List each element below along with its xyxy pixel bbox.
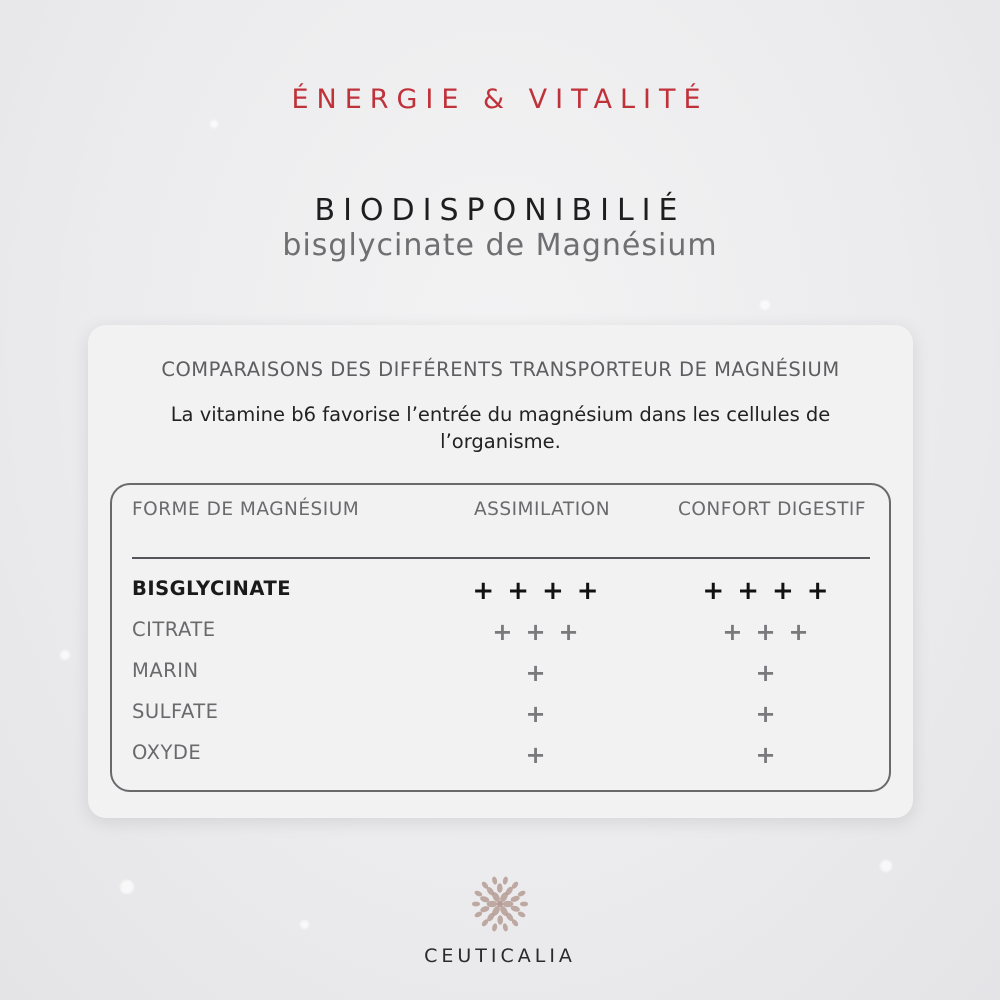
table-row (112, 618, 889, 648)
background-sparkle (760, 300, 770, 310)
background-sparkle (210, 120, 218, 128)
table-row (112, 741, 889, 771)
background-sparkle (300, 920, 309, 929)
flower-mandala-icon (468, 872, 532, 936)
assimilation-rating: + (525, 741, 559, 769)
confort-rating: +++ (722, 618, 822, 646)
logo-petal (497, 883, 503, 893)
table-row (112, 577, 889, 607)
background-sparkle (120, 880, 134, 894)
page-subtitle: bisglycinate de Magnésium (282, 228, 718, 263)
logo-petal (497, 915, 503, 925)
confort-rating: ++++ (702, 576, 842, 606)
card-description: La vitamine b6 favorise l’entrée du magnésium dans les cellules de l’organisme. (170, 403, 831, 453)
column-header-assimilation: ASSIMILATION (473, 499, 611, 520)
page-title: BIODISPONIBILIÉ (314, 193, 686, 228)
assimilation-rating: + (525, 659, 559, 687)
table-row (112, 659, 889, 689)
row-label: BISGLYCINATE (132, 577, 292, 600)
comparison-card (88, 325, 913, 818)
assimilation-rating: ++++ (472, 576, 612, 606)
background-sparkle (60, 650, 70, 660)
column-header-confort: CONFORT DIGESTIF (677, 499, 867, 520)
row-label: OXYDE (132, 741, 202, 764)
row-label: MARIN (132, 659, 199, 682)
assimilation-rating: + (525, 700, 559, 728)
logo-petal (491, 923, 497, 932)
row-label: SULFATE (132, 700, 219, 723)
confort-rating: + (755, 700, 789, 728)
column-header-forme: FORME DE MAGNÉSIUM (132, 499, 360, 520)
background-sparkle (880, 860, 892, 872)
logo-petal (474, 890, 483, 898)
logo-petal (502, 876, 508, 885)
confort-rating: + (755, 659, 789, 687)
logo-petal (520, 902, 528, 907)
assimilation-rating: +++ (492, 618, 592, 646)
logo-petal (491, 876, 497, 885)
brand-name: CEUTICALIA (424, 945, 576, 967)
row-label: CITRATE (132, 618, 216, 641)
comparison-table (110, 483, 891, 792)
logo-petal (502, 923, 508, 932)
logo-petal (517, 910, 526, 918)
card-heading: COMPARAISONS DES DIFFÉRENTS TRANSPORTEUR DE MAGNÉSIUM (161, 358, 840, 381)
table-row (112, 700, 889, 730)
logo-petal (472, 902, 480, 907)
confort-rating: + (755, 741, 789, 769)
logo-center (497, 901, 503, 907)
header-divider (132, 557, 870, 559)
page-kicker: ÉNERGIE & VITALITÉ (291, 84, 709, 115)
